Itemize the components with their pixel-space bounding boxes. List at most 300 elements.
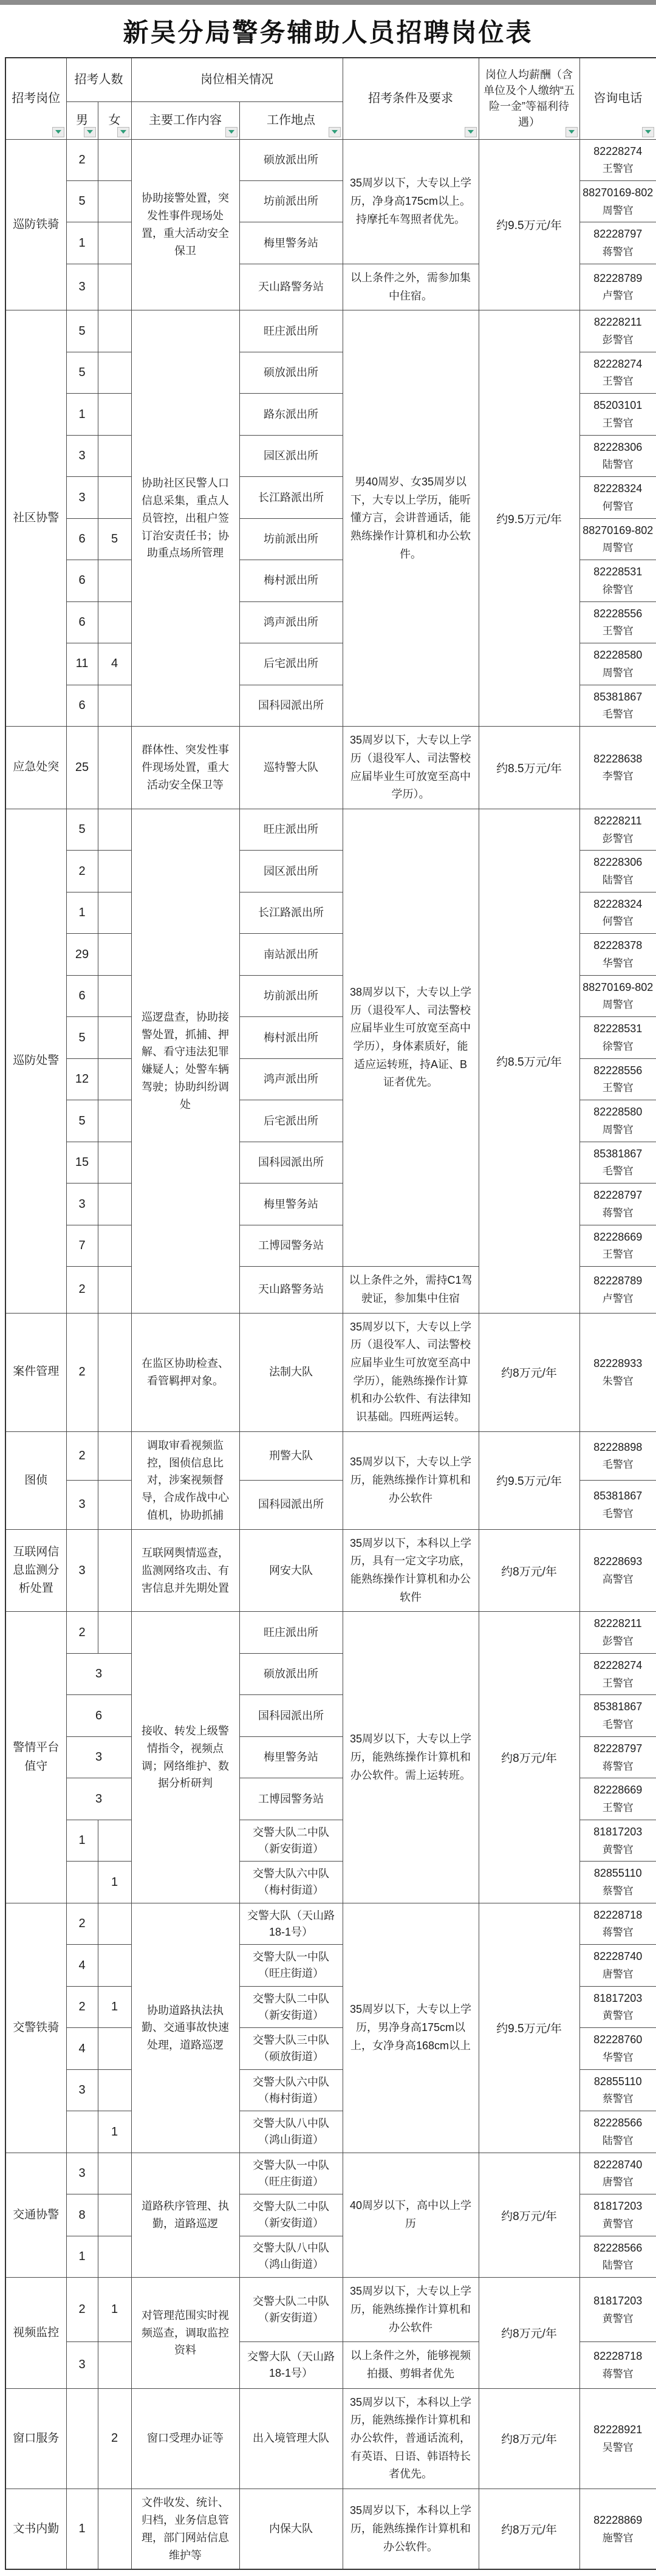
requirements-cell: 35周岁以下，大专以上学历（退役军人、司法警校应届毕业生可放宽至高中学历）。: [343, 727, 479, 809]
phone-number: 85381867: [593, 1701, 643, 1713]
contact-name: 卢警官: [602, 1292, 634, 1304]
male-count-cell: 11: [66, 643, 98, 685]
contact-name: 毛警官: [602, 708, 634, 721]
phone-number: 82228638: [593, 752, 643, 765]
duty-cell: 互联网舆情巡查，监测网络攻击、有害信息并先期处置: [131, 1529, 239, 1612]
table-row: [5, 809, 656, 850]
top-border: [0, 0, 656, 5]
contact-name: 唐警官: [602, 2176, 634, 2188]
location-cell: 刑警大队: [239, 1431, 343, 1480]
phone-number: 85203101: [593, 399, 643, 412]
table-row: [5, 2153, 656, 2194]
header-position-label: 招考岗位: [12, 92, 61, 106]
phone-cell: [579, 1225, 656, 1266]
contact-name: 周警官: [602, 666, 634, 679]
contact-name: 蔡警官: [602, 1885, 634, 1897]
salary-cell: 约8万元/年: [479, 2489, 579, 2570]
location-cell: 硕放派出所: [239, 139, 343, 180]
requirements-cell: 男40周岁、女35周岁以下，大专以上学历，能听懂方言，会讲普通话，能熟练操作计算机和办公软件。: [343, 310, 479, 727]
count-cell-merged: 3: [66, 1736, 131, 1778]
count-cell-merged: 6: [66, 1695, 131, 1736]
filter-dropdown-icon[interactable]: [84, 127, 96, 137]
table-row: [5, 310, 656, 352]
phone-number: 81817203: [593, 2200, 643, 2213]
phone-cell: [579, 2194, 656, 2236]
phone-cell: [579, 1695, 656, 1736]
male-count-cell: [66, 2111, 98, 2153]
female-count-cell: [98, 1612, 131, 1653]
contact-name: 何警官: [602, 916, 634, 928]
phone-cell: [579, 1862, 656, 1903]
male-count-cell: 1: [66, 2236, 98, 2277]
phone-cell: [579, 2342, 656, 2388]
duty-cell: 对管理范围实时视频巡查，调取监控资料: [131, 2278, 239, 2388]
phone-cell: [579, 1313, 656, 1431]
phone-cell: [579, 477, 656, 518]
header-requirements-label: 招考条件及要求: [368, 92, 453, 106]
phone-cell: [579, 180, 656, 222]
female-count-cell: [98, 2489, 131, 2570]
location-cell: 国科园派出所: [239, 1142, 343, 1183]
female-count-cell: [98, 1481, 131, 1530]
phone-number: 82228306: [593, 856, 643, 869]
triangle-down-icon: [332, 130, 338, 134]
location-cell: 梅村派出所: [239, 560, 343, 601]
location-cell: 梅里警务站: [239, 1184, 343, 1225]
table-row: [5, 1313, 656, 1431]
header-job-info: [131, 58, 343, 101]
phone-number: 82228933: [593, 1357, 643, 1369]
position-cell: 互联网信息监测分析处置: [5, 1529, 66, 1612]
header-requirements: [343, 58, 479, 139]
position-cell: 交警铁骑: [5, 1903, 66, 2153]
female-count-cell: [98, 1058, 131, 1100]
phone-number: 82228921: [593, 2424, 643, 2436]
location-cell: 旺庄派出所: [239, 809, 343, 850]
female-count-cell: 1: [98, 2278, 131, 2342]
table-row: [5, 1612, 656, 1653]
requirements-cell: 35周岁以下，本科以上学历，能熟练操作计算机和办公软件。: [343, 2489, 479, 2570]
location-cell: 长江路派出所: [239, 892, 343, 933]
header-salary-label: 岗位人均薪酬（含单位及个人缴纳“五险一金”等福利待遇）: [483, 69, 575, 129]
male-count-cell: 2: [66, 2278, 98, 2342]
contact-name: 周警官: [602, 1123, 634, 1136]
position-cell: 文书内勤: [5, 2489, 66, 2570]
phone-number: 82228740: [593, 1950, 643, 1963]
requirements-cell: 以上条件之外，需持C1驾驶证，参加集中住宿: [343, 1267, 479, 1313]
male-count-cell: 4: [66, 2028, 98, 2069]
header-male-label: 男: [76, 114, 88, 127]
male-count-cell: 3: [66, 2342, 98, 2388]
contact-name: 陆警官: [602, 2259, 634, 2272]
location-cell: 旺庄派出所: [239, 1612, 343, 1653]
female-count-cell: [98, 264, 131, 310]
header-job-content-label: 主要工作内容: [149, 114, 222, 127]
male-count-cell: 6: [66, 601, 98, 643]
salary-cell: 约8.5万元/年: [479, 727, 579, 809]
location-cell: 交警大队三中队（硕放街道）: [239, 2028, 343, 2069]
female-count-cell: [98, 685, 131, 726]
contact-name: 王警官: [602, 625, 634, 637]
salary-cell: 约8万元/年: [479, 2388, 579, 2489]
female-count-cell: [98, 1945, 131, 1986]
location-cell: 坊前派出所: [239, 180, 343, 222]
filter-dropdown-icon[interactable]: [117, 127, 129, 137]
location-cell: 内保大队: [239, 2489, 343, 2570]
contact-name: 彭警官: [602, 1636, 634, 1648]
position-cell: 巡防处警: [5, 809, 66, 1313]
phone-cell: [579, 1903, 656, 1944]
phone-cell: [579, 2028, 656, 2069]
location-cell: 旺庄派出所: [239, 310, 343, 352]
phone-number: 81817203: [593, 1992, 643, 2004]
phone-number: 82228869: [593, 2513, 643, 2526]
phone-cell: [579, 1612, 656, 1653]
phone-number: 82228306: [593, 440, 643, 453]
header-female-label: 女: [108, 114, 121, 127]
phone-number: 88270169-802: [583, 981, 654, 993]
duty-cell: 在监区协助检查、看管羁押对象。: [131, 1313, 239, 1431]
phone-number: 82228211: [593, 1617, 642, 1630]
location-cell: 梅里警务站: [239, 222, 343, 264]
male-count-cell: 1: [66, 394, 98, 435]
table-row: [5, 1431, 656, 1480]
triangle-down-icon: [120, 130, 126, 134]
female-count-cell: 1: [98, 1986, 131, 2027]
phone-cell: [579, 518, 656, 560]
phone-cell: [579, 1142, 656, 1183]
header-job-info-label: 岗位相关情况: [200, 73, 273, 87]
phone-cell: [579, 1653, 656, 1694]
phone-cell: [579, 310, 656, 352]
location-cell: 巡特警大队: [239, 727, 343, 809]
triangle-down-icon: [55, 130, 61, 134]
contact-name: 蔡警官: [602, 2093, 634, 2105]
contact-name: 华警官: [602, 2051, 634, 2063]
contact-name: 毛警官: [602, 1459, 634, 1471]
duty-cell: 接收、转发上级警情指令，视频点调；网络维护、数据分析研判: [131, 1612, 239, 1903]
female-count-cell: [98, 2194, 131, 2236]
header-female: [98, 101, 131, 139]
header-phone: [579, 58, 656, 139]
phone-cell: [579, 1820, 656, 1861]
phone-cell: [579, 2069, 656, 2111]
phone-cell: [579, 1945, 656, 1986]
location-cell: 鸿声派出所: [239, 601, 343, 643]
male-count-cell: 2: [66, 851, 98, 892]
location-cell: 交警大队二中队（新安街道）: [239, 1986, 343, 2027]
filter-dropdown-icon[interactable]: [52, 127, 64, 137]
header-salary: [479, 58, 579, 139]
duty-cell: 巡逻盘查，协助接警处置，抓捕、押解、看守违法犯罪嫌疑人；处警车辆驾驶；协助纠纷调处: [131, 809, 239, 1313]
duty-cell: 道路秩序管理、执勤，道路巡逻: [131, 2153, 239, 2277]
requirements-cell: 35周岁以下，本科以上学历，能熟练操作计算机和办公软件，普通话流利，有英语、日语、韩语特长者优先。: [343, 2388, 479, 2489]
contact-name: 李警官: [602, 770, 634, 783]
salary-cell: 约9.5万元/年: [479, 1903, 579, 2153]
header-job-location-label: 工作地点: [267, 114, 315, 127]
contact-name: 徐警官: [602, 1040, 634, 1052]
triangle-down-icon: [228, 130, 234, 134]
male-count-cell: 3: [66, 435, 98, 476]
header-position: [5, 58, 66, 139]
male-count-cell: 2: [66, 139, 98, 180]
contact-name: 黄警官: [602, 2218, 634, 2230]
location-cell: 交警大队八中队（鸿山街道）: [239, 2111, 343, 2153]
phone-cell: [579, 2153, 656, 2194]
location-cell: 长江路派出所: [239, 477, 343, 518]
female-count-cell: [98, 2236, 131, 2277]
phone-cell: [579, 685, 656, 726]
duty-cell: 协助道路执法执勤、交通事故快速处理，道路巡逻: [131, 1903, 239, 2153]
recruitment-table: [5, 57, 656, 2570]
male-count-cell: [66, 1862, 98, 1903]
filter-dropdown-icon[interactable]: [225, 127, 237, 137]
phone-number: 82228580: [593, 649, 643, 662]
location-cell: 交警大队一中队（旺庄街道）: [239, 1945, 343, 1986]
female-count-cell: [98, 1017, 131, 1058]
male-count-cell: 3: [66, 1481, 98, 1530]
position-cell: 应急处突: [5, 727, 66, 809]
phone-number: 82228531: [593, 1023, 643, 1035]
female-count-cell: [98, 222, 131, 264]
male-count-cell: 2: [66, 1612, 98, 1653]
contact-name: 陆警官: [602, 2134, 634, 2146]
location-cell: 园区派出所: [239, 851, 343, 892]
position-cell: 社区协警: [5, 310, 66, 727]
female-count-cell: [98, 809, 131, 850]
position-cell: 视频监控: [5, 2278, 66, 2388]
phone-number: 82228274: [593, 357, 643, 370]
phone-number: 82228274: [593, 145, 643, 157]
male-count-cell: 2: [66, 1313, 98, 1431]
position-cell: 警情平台值守: [5, 1612, 66, 1903]
location-cell: 交警大队（天山路18-1号）: [239, 2342, 343, 2388]
phone-number: 82228378: [593, 939, 643, 952]
male-count-cell: 6: [66, 975, 98, 1016]
count-cell-merged: 3: [66, 1778, 131, 1820]
location-cell: 交警大队六中队（梅村街道）: [239, 2069, 343, 2111]
phone-cell: [579, 222, 656, 264]
female-count-cell: [98, 139, 131, 180]
location-cell: 天山路警务站: [239, 264, 343, 310]
female-count-cell: [98, 892, 131, 933]
phone-cell: [579, 892, 656, 933]
phone-cell: [579, 2388, 656, 2489]
salary-cell: 约8万元/年: [479, 2278, 579, 2388]
phone-number: 82228789: [593, 272, 643, 284]
table-header: [5, 58, 656, 139]
phone-number: 88270169-802: [583, 524, 654, 536]
salary-cell: 约8.5万元/年: [479, 809, 579, 1313]
phone-cell: [579, 1778, 656, 1820]
phone-number: 82855110: [593, 1867, 642, 1880]
contact-name: 王警官: [602, 163, 634, 175]
phone-number: 82228324: [593, 897, 643, 910]
phone-number: 82228556: [593, 1064, 643, 1077]
phone-number: 82228693: [593, 1555, 643, 1568]
salary-cell: 约8万元/年: [479, 1313, 579, 1431]
requirements-cell: 35周岁以下，大专以上学历，能熟练操作计算机和办公软件。需上运转班。: [343, 1612, 479, 1903]
filter-dropdown-icon[interactable]: [642, 127, 654, 137]
female-count-cell: [98, 1529, 131, 1612]
contact-name: 高警官: [602, 1573, 634, 1585]
contact-name: 朱警官: [602, 1375, 634, 1387]
location-cell: 坊前派出所: [239, 518, 343, 560]
male-count-cell: 8: [66, 2194, 98, 2236]
position-cell: 巡防铁骑: [5, 139, 66, 310]
salary-cell: 约9.5万元/年: [479, 1431, 579, 1529]
male-count-cell: 15: [66, 1142, 98, 1183]
table-row: [5, 1529, 656, 1612]
position-cell: 图侦: [5, 1431, 66, 1529]
male-count-cell: 1: [66, 222, 98, 264]
female-count-cell: 5: [98, 518, 131, 560]
position-cell: 交通协警: [5, 2153, 66, 2277]
phone-number: 82228898: [593, 1440, 643, 1453]
location-cell: 交警大队（天山路18-1号）: [239, 1903, 343, 1944]
phone-cell: [579, 2111, 656, 2153]
triangle-down-icon: [569, 130, 575, 134]
filter-dropdown-icon[interactable]: [465, 127, 477, 137]
header-phone-label: 咨询电话: [593, 92, 643, 106]
phone-cell: [579, 601, 656, 643]
contact-name: 王警官: [602, 1249, 634, 1261]
female-count-cell: [98, 1267, 131, 1313]
female-count-cell: [98, 394, 131, 435]
male-count-cell: 29: [66, 934, 98, 975]
phone-number: 82228718: [593, 2350, 643, 2363]
phone-cell: [579, 1058, 656, 1100]
female-count-cell: [98, 1184, 131, 1225]
male-count-cell: 3: [66, 1529, 98, 1612]
contact-name: 施警官: [602, 2532, 634, 2544]
triangle-down-icon: [468, 130, 474, 134]
male-count-cell: 3: [66, 2153, 98, 2194]
location-cell: 后宅派出所: [239, 643, 343, 685]
salary-cell: 约9.5万元/年: [479, 310, 579, 727]
header-recruit-count: [66, 58, 131, 101]
phone-cell: [579, 1986, 656, 2027]
phone-number: 82855110: [593, 2075, 642, 2088]
location-cell: 硕放派出所: [239, 1653, 343, 1694]
female-count-cell: [98, 934, 131, 975]
female-count-cell: [98, 1225, 131, 1266]
title-bar: [0, 5, 656, 57]
female-count-cell: [98, 2342, 131, 2388]
male-count-cell: 5: [66, 310, 98, 352]
phone-number: 81817203: [593, 2295, 643, 2307]
phone-number: 82228789: [593, 1275, 643, 1287]
phone-cell: [579, 394, 656, 435]
phone-cell: [579, 2236, 656, 2277]
phone-number: 82228797: [593, 228, 643, 241]
phone-cell: [579, 1017, 656, 1058]
contact-name: 王警官: [602, 375, 634, 388]
phone-cell: [579, 1184, 656, 1225]
location-cell: 南站派出所: [239, 934, 343, 975]
requirements-cell: 38周岁以下，大专以上学历（退役军人、司法警校应届毕业生可放宽至高中学历），身体素质好，能适应运转班，持A证、B证者优先。: [343, 809, 479, 1266]
contact-name: 陆警官: [602, 459, 634, 471]
female-count-cell: 2: [98, 2388, 131, 2489]
female-count-cell: [98, 2069, 131, 2111]
location-cell: 网安大队: [239, 1529, 343, 1612]
phone-cell: [579, 851, 656, 892]
position-cell: 窗口服务: [5, 2388, 66, 2489]
phone-cell: [579, 560, 656, 601]
male-count-cell: 12: [66, 1058, 98, 1100]
location-cell: 工博园警务站: [239, 1225, 343, 1266]
location-cell: 交警大队二中队（新安街道）: [239, 1820, 343, 1861]
contact-name: 王警官: [602, 1082, 634, 1094]
contact-name: 黄警官: [602, 2312, 634, 2324]
table-row: [5, 1903, 656, 1944]
header-job-location: [239, 101, 343, 139]
contact-name: 黄警官: [602, 1843, 634, 1855]
male-count-cell: 1: [66, 1820, 98, 1861]
filter-dropdown-icon[interactable]: [565, 127, 578, 137]
female-count-cell: [98, 2153, 131, 2194]
position-cell: 案件管理: [5, 1313, 66, 1431]
location-cell: 路东派出所: [239, 394, 343, 435]
salary-cell: 约8万元/年: [479, 2153, 579, 2277]
salary-cell: 约8万元/年: [479, 1529, 579, 1612]
male-count-cell: 3: [66, 477, 98, 518]
phone-cell: [579, 435, 656, 476]
male-count-cell: 5: [66, 180, 98, 222]
phone-number: 81817203: [593, 1825, 643, 1838]
male-count-cell: 6: [66, 685, 98, 726]
female-count-cell: [98, 2028, 131, 2069]
phone-cell: [579, 727, 656, 809]
requirements-cell: 35周岁以下，本科以上学历，具有一定文字功底，能熟练操作计算机和办公软件: [343, 1529, 479, 1612]
male-count-cell: [66, 2388, 98, 2489]
filter-dropdown-icon[interactable]: [329, 127, 341, 137]
phone-number: 82228566: [593, 2241, 643, 2254]
female-count-cell: [98, 180, 131, 222]
female-count-cell: [98, 352, 131, 393]
phone-number: 85381867: [593, 1490, 643, 1502]
male-count-cell: 2: [66, 1267, 98, 1313]
female-count-cell: [98, 1820, 131, 1861]
contact-name: 陆警官: [602, 874, 634, 886]
requirements-cell: 40周岁以下，高中以上学历: [343, 2153, 479, 2277]
phone-number: 82228669: [593, 1784, 643, 1797]
requirements-cell: 以上条件之外，能够视频拍摄、剪辑者优先: [343, 2342, 479, 2388]
phone-cell: [579, 1481, 656, 1530]
phone-number: 82228274: [593, 1659, 643, 1671]
table-body: [5, 139, 656, 2569]
phone-cell: [579, 139, 656, 180]
male-count-cell: 3: [66, 2069, 98, 2111]
location-cell: 梅村派出所: [239, 1017, 343, 1058]
requirements-cell: 35周岁以下，大专以上学历，能熟练操作计算机和办公软件: [343, 2278, 479, 2342]
contact-name: 彭警官: [602, 832, 634, 844]
salary-cell: 约9.5万元/年: [479, 139, 579, 310]
location-cell: 国科园派出所: [239, 1695, 343, 1736]
male-count-cell: 6: [66, 518, 98, 560]
female-count-cell: [98, 310, 131, 352]
location-cell: 鸿声派出所: [239, 1058, 343, 1100]
phone-number: 82228797: [593, 1742, 643, 1755]
count-cell-merged: 3: [66, 1653, 131, 1694]
header-male: [66, 101, 98, 139]
location-cell: 出入境管理大队: [239, 2388, 343, 2489]
location-cell: 后宅派出所: [239, 1100, 343, 1142]
female-count-cell: [98, 1431, 131, 1480]
contact-name: 黄警官: [602, 2010, 634, 2022]
contact-name: 毛警官: [602, 1165, 634, 1177]
contact-name: 卢警官: [602, 290, 634, 302]
